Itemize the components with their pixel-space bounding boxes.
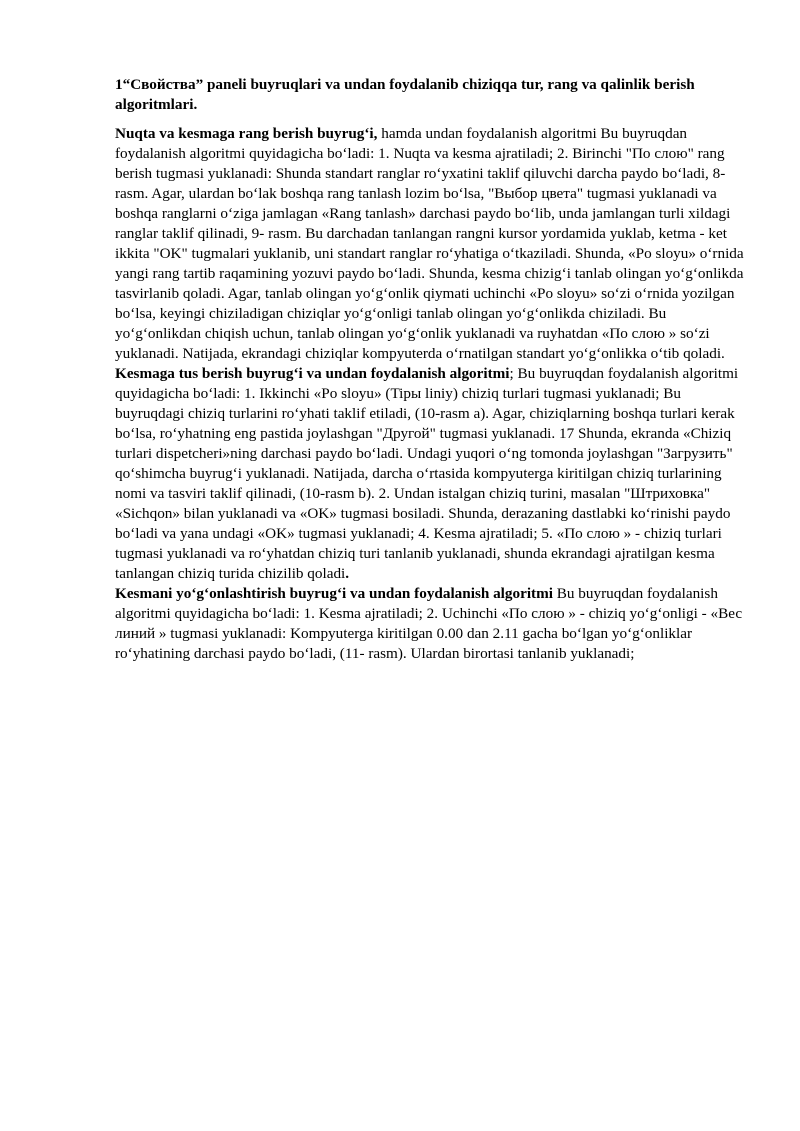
text-lineweight-algorithm: Bu buyruqdan foydalanish algoritmi quyidagicha bo‘ladi: 1. Kesma ajratiladi; 2. Uchinchi «По слою » - chiziq yo‘g‘onligi - «Вес линий » tugmasi yuklanadi: Kompyuterga kiritilgan 0.00 dan 2.11 gacha bo‘lgan yo‘g‘onliklar ro‘yhatining darchasi paydo bo‘ladi, (11- rasm). Ulardan birortasi tanlanib yuklanadi; (115, 585, 743, 662)
subheading-color: Nuqta va kesmaga rang berish buyrug‘i, (115, 125, 378, 142)
document-page (115, 75, 745, 664)
section-heading: 1“Свойства” paneli buyruqlari va undan foydalanib chiziqqa tur, rang va qalinlik berish algoritmlari. (115, 76, 695, 113)
body-paragraph (115, 124, 745, 664)
bold-period: . (345, 565, 350, 582)
subheading-lineweight: Kesmani yo‘g‘onlashtirish buyrug‘i va undan foydalanish algoritmi (115, 585, 553, 602)
subheading-linetype: Kesmaga tus berish buyrug‘i va undan foydalanish algoritmi (115, 365, 510, 382)
text-color-algorithm: hamda undan foydalanish algoritmi Bu buyruqdan foydalanish algoritmi quyidagicha bo‘ladi: 1. Nuqta va kesma ajratiladi; 2. Birinchi "По слою" rang berish tugmasi yuklanadi: Shunda standart ranglar ro‘yxatini taklif qiluvchi darcha paydo bo‘ladi, 8- rasm. Agar, ulardan bo‘lak boshqa rang tanlash lozim bo‘lsa, "Выбор цвета" tugmasi yuklanadi va boshqa ranglarni o‘ziga jamlagan «Rang tanlash» darchasi paydo bo‘lib, unda jamlangan turli xildagi ranglar taklif qilinadi, 9- rasm. Bu darchadan tanlangan rangni kursor yordamida yuklab, ketma - ket ikkita "OK" tugmalari yuklanib, uni standart ranglar ro‘yhatiga o‘tkaziladi. Shunda, «Po sloyu» o‘rnida yangi rang tartib raqamining yozuvi paydo bo‘ladi. Shunda, kesma chizig‘i tanlab olingan yo‘g‘onlikda tasvirlanib qoladi. Agar, tanlab olingan yo‘g‘onlik qiymati uchinchi «Po sloyu» so‘zi o‘rnida yozilgan bo‘lsa, keyingi chiziladigan chiziqlar yo‘g‘onligi tanlab olingan yo‘g‘onlikda chiziladi. Bu yo‘g‘onlikdan chiqish uchun, tanlab olingan yo‘g‘onlik yuklanadi va ruyhatdan «По слою » so‘zi yuklanadi. Natijada, ekrandagi chiziqlar kompyuterda o‘rnatilgan standart yo‘g‘onlikka o‘tib qoladi. (115, 125, 744, 362)
text-linetype-algorithm: ; Bu buyruqdan foydalanish algoritmi quyidagicha bo‘ladi: 1. Ikkinchi «Po sloyu» (Tipы liniy) chiziq turlari tugmasi yuklanadi; Bu buyruqdagi chiziq turlarini ro‘yhati taklif etiladi, (10-rasm a). Agar, chiziqlarning boshqa turlari kerak bo‘lsa, ro‘yhatning eng pastida joylashgan "Другой" tugmasi yuklanadi. 17 Shunda, ekranda «Chiziq turlari dispetcheri»ning darchasi paydo bo‘ladi. Undagi yuqori o‘ng tomonda joylashgan "Загрузить" qo‘shimcha buyrug‘i yuklanadi. Natijada, darcha o‘rtasida kompyuterga kiritilgan chiziq turlarining nomi va tasviri taklif qilinadi, (10-rasm b). 2. Undan istalgan chiziq turini, masalan "Штриховка" «Sichqon» bilan yuklanadi va «OK» tugmasi bosiladi. Shunda, derazaning dastlabki ko‘rinishi paydo bo‘ladi va yana undagi «OK» tugmasi yuklanadi; 4. Kesma ajratiladi; 5. «По слою » - chiziq turlari tugmasi yuklanadi va ro‘yhatdan chiziq turi tanlanib yuklanadi, shunda ekrandagi ajratilgan kesma tanlangan chiziq turida chizilib qoladi (115, 365, 739, 582)
